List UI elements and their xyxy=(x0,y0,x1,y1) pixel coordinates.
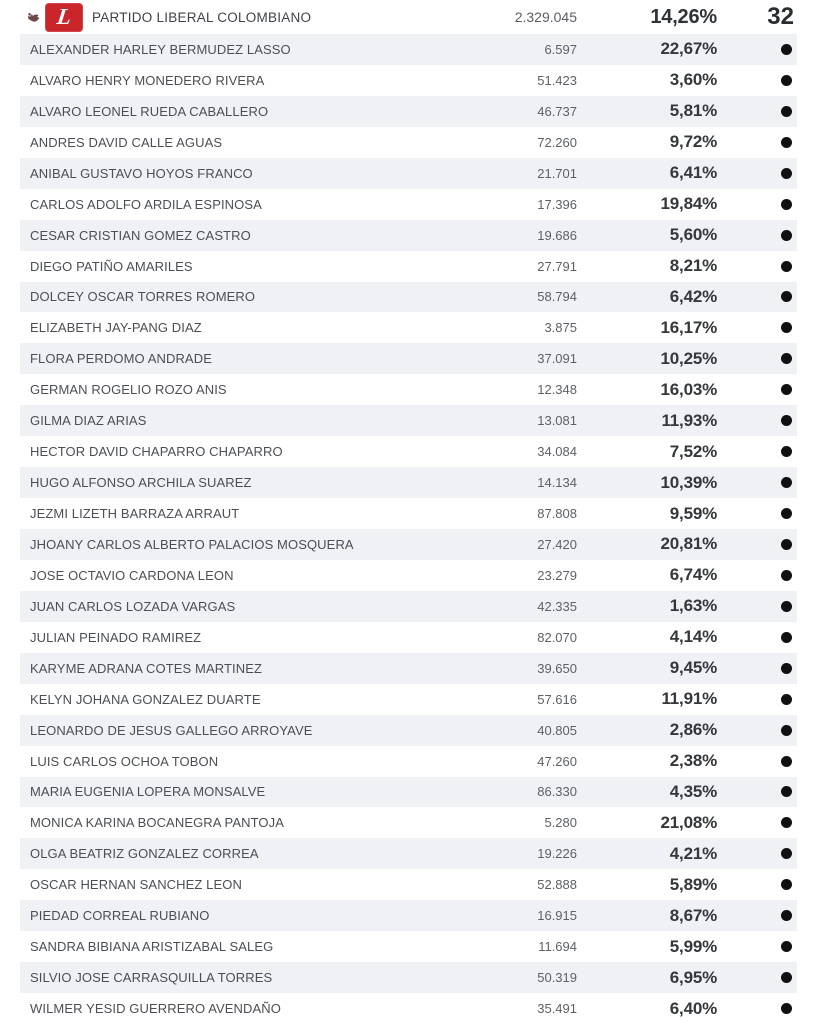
elected-dot-icon xyxy=(781,384,792,395)
elected-dot-icon xyxy=(781,848,792,859)
elected-dot-icon xyxy=(781,694,792,705)
candidate-elected-cell xyxy=(720,570,797,581)
candidate-votes: 57.616 xyxy=(537,691,577,707)
candidate-votes: 5.280 xyxy=(544,815,577,831)
candidate-votes: 11.694 xyxy=(538,939,577,955)
candidate-name: KARYME ADRANA COTES MARTINEZ xyxy=(30,660,263,676)
candidate-votes: 27.791 xyxy=(537,258,577,274)
candidate-row xyxy=(20,746,797,777)
candidate-votes: 3.875 xyxy=(544,320,577,336)
candidate-row xyxy=(20,96,797,127)
candidate-percent: 10,39% xyxy=(660,472,717,492)
candidate-elected-cell xyxy=(720,508,797,519)
elected-dot-icon xyxy=(781,539,792,550)
candidate-percent: 20,81% xyxy=(660,534,717,554)
candidate-elected-cell xyxy=(720,1003,797,1014)
candidate-elected-cell xyxy=(720,137,797,148)
candidate-votes: 12.348 xyxy=(537,382,577,398)
candidate-elected-cell xyxy=(720,694,797,705)
candidate-row xyxy=(20,807,797,838)
candidate-percent: 16,17% xyxy=(660,317,717,337)
candidate-elected-cell xyxy=(720,601,797,612)
candidate-votes: 82.070 xyxy=(537,629,577,645)
candidate-votes: 6.597 xyxy=(544,41,577,57)
candidate-votes: 87.808 xyxy=(537,506,577,522)
candidate-name: JUAN CARLOS LOZADA VARGAS xyxy=(30,598,236,614)
candidate-name: CESAR CRISTIAN GOMEZ CASTRO xyxy=(30,227,251,243)
party-header-row[interactable] xyxy=(20,0,797,34)
candidate-name: DOLCEY OSCAR TORRES ROMERO xyxy=(30,289,256,305)
candidate-percent: 6,74% xyxy=(669,565,717,585)
candidate-rows xyxy=(20,34,797,1024)
candidate-row xyxy=(20,127,797,158)
elected-dot-icon xyxy=(781,756,792,767)
candidate-votes: 72.260 xyxy=(537,134,577,150)
candidate-percent: 1,63% xyxy=(669,596,717,616)
candidate-name: ANDRES DAVID CALLE AGUAS xyxy=(30,134,223,150)
candidate-name: SILVIO JOSE CARRASQUILLA TORRES xyxy=(30,970,273,986)
candidate-row xyxy=(20,158,797,189)
elected-dot-icon xyxy=(781,137,792,148)
candidate-votes: 51.423 xyxy=(537,72,577,88)
elected-dot-icon xyxy=(781,879,792,890)
elected-dot-icon xyxy=(781,972,792,983)
elected-dot-icon xyxy=(781,477,792,488)
elected-dot-icon xyxy=(781,941,792,952)
candidate-elected-cell xyxy=(720,75,797,86)
candidate-percent: 21,08% xyxy=(660,812,717,832)
candidate-percent: 5,99% xyxy=(669,936,717,956)
candidate-percent: 5,89% xyxy=(669,874,717,894)
candidate-name: ELIZABETH JAY-PANG DIAZ xyxy=(30,320,202,336)
candidate-row xyxy=(20,374,797,405)
party-logo-icon xyxy=(45,3,83,32)
candidate-name: DIEGO PATIÑO AMARILES xyxy=(30,258,193,274)
candidate-elected-cell xyxy=(720,291,797,302)
elected-dot-icon xyxy=(781,786,792,797)
candidate-row xyxy=(20,251,797,282)
elected-dot-icon xyxy=(781,106,792,117)
candidate-votes: 50.319 xyxy=(537,970,577,986)
candidate-row xyxy=(20,282,797,313)
candidate-name: ALVARO LEONEL RUEDA CABALLERO xyxy=(30,103,269,119)
candidate-percent: 6,40% xyxy=(669,998,717,1018)
candidate-elected-cell xyxy=(720,168,797,179)
candidate-elected-cell xyxy=(720,261,797,272)
candidate-row xyxy=(20,312,797,343)
candidate-name: LEONARDO DE JESUS GALLEGO ARROYAVE xyxy=(30,722,313,738)
candidate-row xyxy=(20,34,797,65)
candidate-votes: 19.226 xyxy=(537,846,577,862)
candidate-votes: 58.794 xyxy=(537,289,577,305)
candidate-row xyxy=(20,220,797,251)
candidate-percent: 4,21% xyxy=(669,843,717,863)
candidate-elected-cell xyxy=(720,230,797,241)
elected-dot-icon xyxy=(781,44,792,55)
elected-dot-icon xyxy=(781,570,792,581)
candidate-percent: 9,59% xyxy=(669,503,717,523)
elected-dot-icon xyxy=(781,1003,792,1014)
elected-dot-icon xyxy=(781,508,792,519)
candidate-percent: 8,21% xyxy=(669,256,717,276)
candidate-name: ANIBAL GUSTAVO HOYOS FRANCO xyxy=(30,165,253,181)
candidate-elected-cell xyxy=(720,632,797,643)
candidate-row xyxy=(20,838,797,869)
elected-dot-icon xyxy=(781,75,792,86)
candidate-votes: 35.491 xyxy=(537,1001,577,1017)
candidate-votes: 39.650 xyxy=(537,660,577,676)
elected-dot-icon xyxy=(781,353,792,364)
elected-dot-icon xyxy=(781,725,792,736)
candidate-name: GILMA DIAZ ARIAS xyxy=(30,413,147,429)
candidate-elected-cell xyxy=(720,539,797,550)
candidate-votes: 17.396 xyxy=(537,196,577,212)
candidate-row xyxy=(20,591,797,622)
elected-dot-icon xyxy=(781,632,792,643)
candidate-votes: 52.888 xyxy=(537,877,577,893)
candidate-name: OLGA BEATRIZ GONZALEZ CORREA xyxy=(30,846,259,862)
candidate-name: LUIS CARLOS OCHOA TOBON xyxy=(30,753,219,769)
candidate-row xyxy=(20,65,797,96)
candidate-name: KELYN JOHANA GONZALEZ DUARTE xyxy=(30,691,261,707)
candidate-elected-cell xyxy=(720,44,797,55)
candidate-percent: 4,35% xyxy=(669,781,717,801)
candidate-votes: 13.081 xyxy=(537,413,577,429)
candidate-votes: 16.915 xyxy=(537,908,577,924)
candidate-votes: 46.737 xyxy=(537,103,577,119)
candidate-row xyxy=(20,467,797,498)
candidate-percent: 7,52% xyxy=(669,441,717,461)
candidate-votes: 42.335 xyxy=(537,598,577,614)
candidate-name: ALVARO HENRY MONEDERO RIVERA xyxy=(30,72,265,88)
candidate-percent: 9,72% xyxy=(669,132,717,152)
candidate-name: JEZMI LIZETH BARRAZA ARRAUT xyxy=(30,506,240,522)
party-seats-count: 32 xyxy=(767,3,794,30)
candidate-elected-cell xyxy=(720,322,797,333)
elected-dot-icon xyxy=(781,261,792,272)
elected-dot-icon xyxy=(781,168,792,179)
candidate-name: JHOANY CARLOS ALBERTO PALACIOS MOSQUERA xyxy=(30,536,354,552)
elected-dot-icon xyxy=(781,415,792,426)
candidate-name: JOSE OCTAVIO CARDONA LEON xyxy=(30,567,234,583)
candidate-row xyxy=(20,343,797,374)
candidate-name: FLORA PERDOMO ANDRADE xyxy=(30,351,212,367)
candidate-percent: 19,84% xyxy=(660,194,717,214)
candidate-row xyxy=(20,715,797,746)
party-total-votes: 2.329.045 xyxy=(514,9,577,25)
candidate-name: JULIAN PEINADO RAMIREZ xyxy=(30,629,202,645)
candidate-row xyxy=(20,498,797,529)
candidate-elected-cell xyxy=(720,941,797,952)
candidate-elected-cell xyxy=(720,199,797,210)
candidate-elected-cell xyxy=(720,477,797,488)
candidate-percent: 6,42% xyxy=(669,286,717,306)
candidate-percent: 22,67% xyxy=(660,39,717,59)
candidate-percent: 6,41% xyxy=(669,163,717,183)
candidate-row xyxy=(20,931,797,962)
candidate-percent: 5,60% xyxy=(669,225,717,245)
candidate-row xyxy=(20,900,797,931)
candidate-row xyxy=(20,189,797,220)
candidate-row xyxy=(20,777,797,808)
party-logo-letter: L xyxy=(55,3,73,29)
candidate-votes: 27.420 xyxy=(537,536,577,552)
candidate-votes: 40.805 xyxy=(537,722,577,738)
candidate-votes: 23.279 xyxy=(537,567,577,583)
candidate-percent: 10,25% xyxy=(660,348,717,368)
candidate-votes: 37.091 xyxy=(537,351,577,367)
candidate-percent: 3,60% xyxy=(669,70,717,90)
candidate-name: SANDRA BIBIANA ARISTIZABAL SALEG xyxy=(30,939,274,955)
candidate-name: PIEDAD CORREAL RUBIANO xyxy=(30,908,210,924)
candidate-votes: 21.701 xyxy=(537,165,577,181)
elected-dot-icon xyxy=(781,322,792,333)
candidate-row xyxy=(20,560,797,591)
elected-dot-icon xyxy=(781,663,792,674)
party-percent: 14,26% xyxy=(650,5,717,28)
candidate-name: MARIA EUGENIA LOPERA MONSALVE xyxy=(30,784,266,800)
candidate-row xyxy=(20,653,797,684)
candidate-elected-cell xyxy=(720,879,797,890)
candidate-elected-cell xyxy=(720,353,797,364)
candidate-name: WILMER YESID GUERRERO AVENDAÑO xyxy=(30,1001,282,1017)
elected-dot-icon xyxy=(781,817,792,828)
candidate-row xyxy=(20,869,797,900)
candidate-row xyxy=(20,684,797,715)
candidate-elected-cell xyxy=(720,446,797,457)
party-results-table xyxy=(20,0,797,1024)
candidate-elected-cell xyxy=(720,756,797,767)
candidate-name: CARLOS ADOLFO ARDILA ESPINOSA xyxy=(30,196,262,212)
candidate-percent: 2,86% xyxy=(669,720,717,740)
candidate-elected-cell xyxy=(720,972,797,983)
candidate-name: HUGO ALFONSO ARCHILA SUAREZ xyxy=(30,475,252,491)
elected-dot-icon xyxy=(781,910,792,921)
candidate-row xyxy=(20,529,797,560)
candidate-percent: 16,03% xyxy=(660,379,717,399)
candidate-percent: 5,81% xyxy=(669,101,717,121)
candidate-elected-cell xyxy=(720,910,797,921)
hand-emblem-icon xyxy=(26,9,43,26)
candidate-row xyxy=(20,405,797,436)
candidate-votes: 47.260 xyxy=(537,753,577,769)
elected-dot-icon xyxy=(781,291,792,302)
candidate-percent: 11,91% xyxy=(661,689,717,709)
elected-dot-icon xyxy=(781,601,792,612)
candidate-elected-cell xyxy=(720,384,797,395)
candidate-percent: 4,14% xyxy=(669,627,717,647)
candidate-name: HECTOR DAVID CHAPARRO CHAPARRO xyxy=(30,444,283,460)
party-name: PARTIDO LIBERAL COLOMBIANO xyxy=(92,9,312,25)
candidate-percent: 9,45% xyxy=(669,658,717,678)
candidate-name: OSCAR HERNAN SANCHEZ LEON xyxy=(30,877,242,893)
candidate-name: ALEXANDER HARLEY BERMUDEZ LASSO xyxy=(30,41,291,57)
candidate-votes: 86.330 xyxy=(537,784,577,800)
candidate-row xyxy=(20,622,797,653)
candidate-votes: 34.084 xyxy=(537,444,577,460)
candidate-percent: 6,95% xyxy=(669,967,717,987)
candidate-row xyxy=(20,962,797,993)
candidate-elected-cell xyxy=(720,725,797,736)
candidate-elected-cell xyxy=(720,415,797,426)
candidate-elected-cell xyxy=(720,663,797,674)
candidate-elected-cell xyxy=(720,848,797,859)
candidate-percent: 8,67% xyxy=(669,905,717,925)
party-identity xyxy=(20,3,421,32)
elected-dot-icon xyxy=(781,199,792,210)
candidate-percent: 11,93% xyxy=(661,410,717,430)
candidate-row xyxy=(20,436,797,467)
candidate-row xyxy=(20,993,797,1024)
candidate-name: MONICA KARINA BOCANEGRA PANTOJA xyxy=(30,815,285,831)
candidate-elected-cell xyxy=(720,786,797,797)
elected-dot-icon xyxy=(781,446,792,457)
candidate-percent: 2,38% xyxy=(669,751,717,771)
elected-dot-icon xyxy=(781,230,792,241)
candidate-votes: 19.686 xyxy=(537,227,577,243)
candidate-name: GERMAN ROGELIO ROZO ANIS xyxy=(30,382,227,398)
candidate-elected-cell xyxy=(720,817,797,828)
candidate-votes: 14.134 xyxy=(537,475,577,491)
candidate-elected-cell xyxy=(720,106,797,117)
